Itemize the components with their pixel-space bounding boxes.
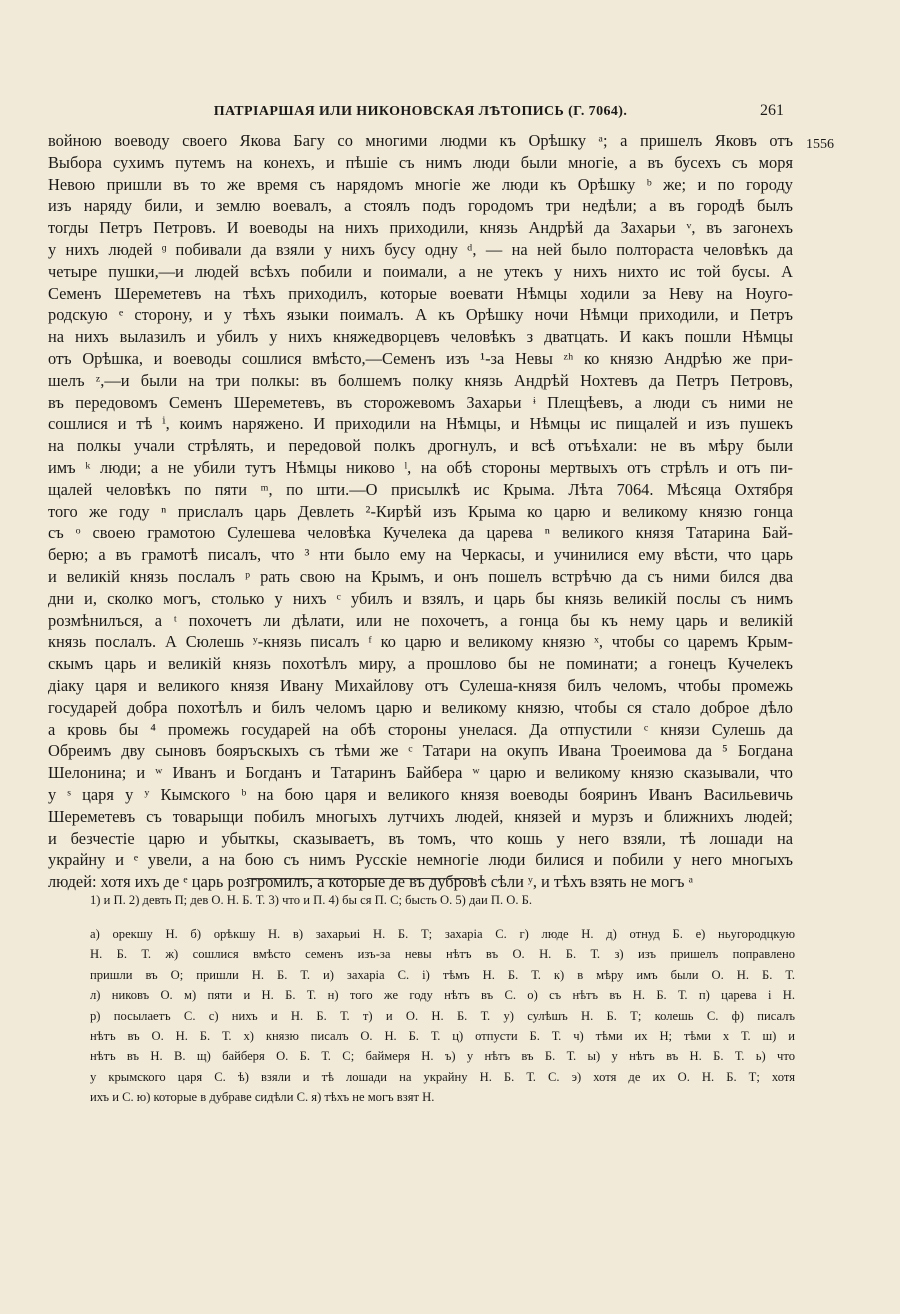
text-line: и безчестіе царю и убыткы, сказываетъ, въ томъ, что кошь у него взяли, тѣ лошади на <box>48 828 793 848</box>
text-line: въ передовомъ Семенъ Шереметевъ, въ сторожевомъ Захарьи ᶤ Плещѣевъ, а люди съ ними не <box>48 392 793 412</box>
text-line: на нихъ вылазилъ и убилъ у нихъ княжедворцевъ человѣкъ з дватцать. И какъ пошли Нѣмцы <box>48 327 793 347</box>
text-line: тогды Петръ Петровъ. И воеводы на нихъ приходили, князь Андрѣй да Захарьи ᵛ, въ загонехъ <box>48 218 793 238</box>
margin-year: 1556 <box>806 137 834 152</box>
text-line: людей: хотя ихъ де ᵉ царь розгромилъ, а которые де въ дубровѣ сѣли ʸ, и тѣхъ взять не могъ ᵃ <box>48 872 694 892</box>
footnote-line: нѣтъ въ О. Н. Б. Т. х) князю писалъ О. Н. Б. Т. ц) отпусти Б. Т. ч) тѣми их Н; тѣми х Т. ш) и <box>90 1029 795 1044</box>
text-line: Шереметевъ съ товарыщи побилъ многыхъ лутчихъ людей, князей и мурзъ и ближнихъ людей; <box>48 806 793 826</box>
text-line: князь послалъ. А Сюлешь ʸ-князь писалъ ᶠ ко царю и великому князю ˣ, чтобы со царемъ Крым- <box>48 632 793 652</box>
text-line: изъ наряду били, и землю воевалъ, а стоялъ подъ городомъ три недѣли; а въ городѣ былъ <box>48 196 793 216</box>
footnote-line: Н. Б. Т. ж) сошлися вмѣсто семенъ изъ-за невы нѣтъ въ О. Н. Б. Т. з) изъ пришелъ поправлено <box>90 947 795 962</box>
lettered-variant-notes <box>90 924 795 1108</box>
text-line: діаку царя и великого князя Ивану Михайлову отъ Сулеша-князя билъ челомъ, чтобы промежь <box>48 675 793 695</box>
text-line: войною воеводу своего Якова Багу со многими людми къ Орѣшку ᵃ; а пришелъ Яковъ отъ <box>48 131 793 150</box>
text-line: на полкы учали стрѣлять, и передовой полкъ дрогнулъ, и всѣ отъѣхали: не въ мѣру были <box>48 436 793 456</box>
text-line: съ ᵒ своею грамотою Сулешева человѣка Кучелека да царева ⁿ великого князя Татарина Бай- <box>48 523 793 543</box>
main-text-column <box>48 130 793 893</box>
text-line: Невою пришли въ то же время съ нарядомъ многіе же люди къ Орѣшку ᵇ же; и по городу <box>48 174 793 194</box>
footnote-line: л) никовъ О. м) пяти и Н. Б. Т. н) того же году нѣтъ въ С. о) съ нѣтъ въ Н. Б. Т. п) царева і Н. <box>90 988 795 1003</box>
text-line: и великій князь послалъ ᵖ рать свою на Крымъ, и онъ пошелъ встрѣчю да съ ними бился два <box>48 566 793 586</box>
footnote-line: у крымского царя С. ѣ) взяли и тѣ лошади на украйну Н. Б. Т. С. э) хотя де их О. Н. Б. Т; хотя <box>90 1069 795 1084</box>
text-line: отъ Орѣшка, и воеводы сошлися вмѣсто,—Семенъ изъ ¹-за Невы ᶻʰ ко князю Андрѣю же при- <box>48 348 793 368</box>
text-line: а кровь бы ⁴ промежь государей на обѣ стороны унелася. Да отпустили ᶜ князи Сулешь да <box>48 719 793 739</box>
running-header: ПАТРІАРШАЯ ИЛИ НИКОНОВСКАЯ ЛѢТОПИСЬ (Г. 7064). <box>213 104 628 119</box>
footnote-divider <box>247 878 473 879</box>
text-line: дни и, сколко могъ, столько у нихъ ᶜ убилъ и взялъ, и царь бы князь великій послы съ нимъ <box>48 588 793 608</box>
text-line: Выбора сухимъ путемъ на конехъ, и пѣшіе съ нимъ люди были многіе, а въ бусехъ съ моря <box>48 152 793 172</box>
page-number: 261 <box>760 102 784 119</box>
footnote-line: а) орекшу Н. б) орѣкшу Н. в) захарьиі Н. Б. Т; захаріа С. г) люде Н. д) отнуд Б. е) ньугородцкую <box>90 927 795 941</box>
text-line: берю; а въ грамотѣ писалъ, что ³ нти было ему на Черкасы, и учинилися ему вѣсти, что царь <box>48 545 793 565</box>
text-line: родскую ᵉ сторону, и у тѣхъ языки поималъ. А къ Орѣшку ночи Нѣмци приходили, и Петръ <box>48 305 793 325</box>
text-line: государей добра похотѣлъ и билъ челомъ царю и великому князю, чтобы ся стало доброе дѣло <box>48 697 793 717</box>
text-line: того же году ⁿ прислалъ царь Девлеть ²-Кирѣй изъ Крыма ко царю и великому князю гонца <box>48 501 793 521</box>
text-line: Обреимъ дву сыновъ бояръскыхъ съ тѣми же ᶜ Татари на окупъ Ивана Троеимова да ⁵ Богдана <box>48 741 793 761</box>
text-line: скымъ царь и великій князь похотѣлъ миру, а прошлово бы не поминати; а гонецъ Кучелекъ <box>48 654 793 674</box>
text-line: у нихъ людей ᶢ побивали да взяли у нихъ бусу одну ᵈ, — на ней было полтораста человѣкъ да <box>48 239 793 259</box>
text-line: у ˢ царя у ʸ Кымского ᵇ на бою царя и великого князя воеводы бояринъ Иванъ Васильевичь <box>48 784 793 804</box>
text-line: четыре пушки,—и людей всѣхъ побили и поимали, а не утекъ у нихъ нихто ис той бусы. А <box>48 261 793 281</box>
text-line: щалей человѣкъ по пяти ᵐ, по шти.—О присылкѣ ис Крыма. Лѣта 7064. Мѣсяца Охтября <box>48 479 793 499</box>
footnote-line: нѣтъ въ Н. В. щ) байберя О. Б. Т. С; баймеря Н. ъ) у нѣтъ въ Б. Т. ы) у нѣтъ въ Н. Б. Т. ь) что <box>90 1049 795 1064</box>
footnote-line: р) посылаетъ С. с) нихъ и Н. Б. Т. т) и О. Н. Б. Т. у) сулѣшъ Н. Б. Т; колешь С. ф) писалъ <box>90 1008 795 1023</box>
numbered-variant-notes: 1) и П. 2) девть П; дев О. Н. Б. Т. 3) что и П. 4) бы ся П. С; бысть О. 5) даи П. О. Б. <box>90 893 533 907</box>
text-line: розмѣнилъся, а ᵗ похочетъ ли дѣлати, или не похочетъ, а гонца бы къ нему царь и великій <box>48 610 793 630</box>
text-line: шелъ ᶻ,—и были на три полкы: въ болшемъ полку князь Андрѣй Нохтевъ да Петръ Петровъ, <box>48 370 793 390</box>
text-line: Семенъ Шереметевъ на тѣхъ приходилъ, которые воевати Нѣмцы ходили за Неву на Ноуго- <box>48 283 793 303</box>
footnote-line: пришли въ О; пришли Н. Б. Т. и) захаріа С. і) тѣмъ Н. Б. Т. к) в мѣру имъ были О. Н. Б. Т. <box>90 967 795 982</box>
text-line: Шелонина; и ʷ Иванъ и Богданъ и Татаринъ Байбера ʷ царю и великому князю сказывали, что <box>48 763 793 783</box>
footnote-line: ихъ и С. ю) которые в дубраве сидѣли С. я) тѣхъ не могъ взят Н. <box>90 1090 435 1105</box>
text-line: сошлися и тѣ ⁱ, коимъ наряжено. И приходили на Нѣмцы, и Нѣмцы ис пищалей и изъ пушекъ <box>48 414 793 434</box>
text-line: имъ ᵏ люди; а не убили тутъ Нѣмцы никово ˡ, на обѣ стороны мертвыхъ отъ стрѣлъ и отъ пи- <box>48 457 793 477</box>
text-line: украйну и ᵉ увели, а на бою съ нимъ Русскіе немногіе люди билися и побили у него многыхъ <box>48 850 793 870</box>
